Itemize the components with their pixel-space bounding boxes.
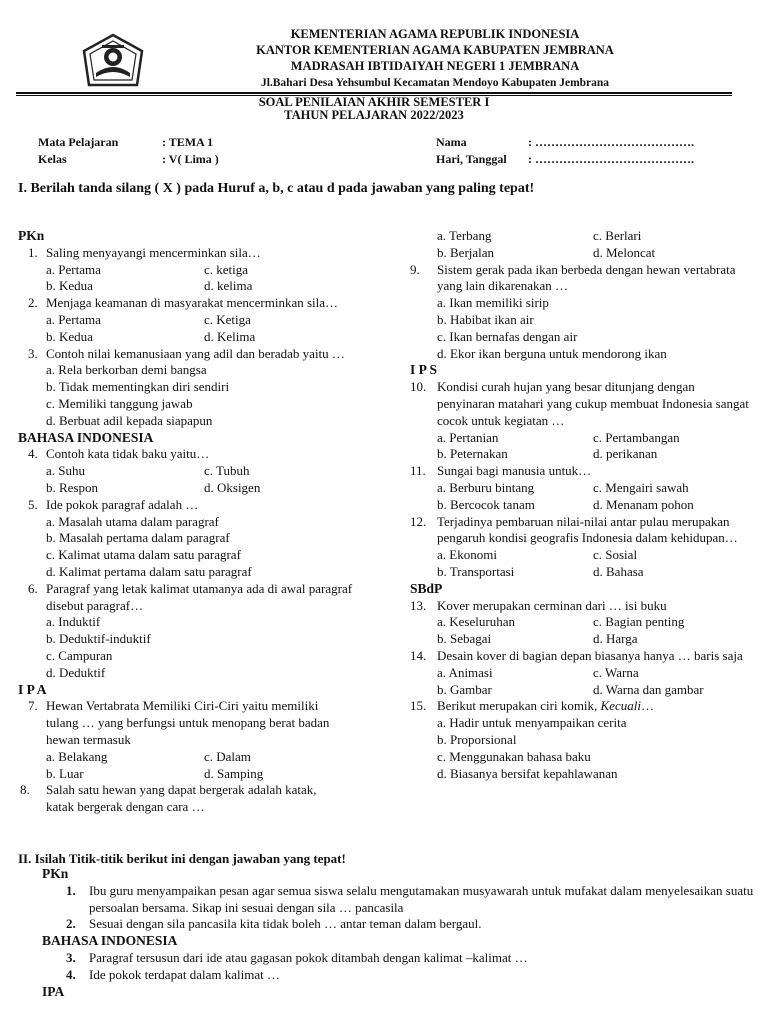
section1-instruction: I. Berilah tanda silang ( X ) pada Huruf a, b, c atau d pada jawaban yang paling tepat! bbox=[18, 181, 535, 196]
heading-pkn: PKn bbox=[18, 228, 45, 243]
option-9b: b. Habibat ikan air bbox=[437, 311, 534, 327]
question-13: 13. Kover merupakan cerminan dari … isi buku bbox=[410, 597, 667, 613]
option-9d: d. Ekor ikan berguna untuk mendorong ikan bbox=[437, 345, 667, 361]
option-3d: d. Berbuat adil kepada siapapun bbox=[46, 412, 213, 428]
class-value: : V( Lima ) bbox=[162, 152, 219, 166]
question-5: 5. Ide pokok paragraf adalah … bbox=[28, 496, 199, 512]
option-9a: a. Ikan memiliki sirip bbox=[437, 295, 549, 311]
options-14bd: b. Gambar d. Warna dan gambar bbox=[437, 681, 704, 697]
class-label: Kelas bbox=[38, 152, 67, 166]
fill-question-2: 2. Sesuai dengan sila pancasila kita tidak boleh … antar teman dalam bergaul. bbox=[66, 916, 482, 932]
question-12: 12. Terjadinya pembaruan nilai-nilai antar pulau merupakan pengaruh kondisi geografis Indonesia dalam kehidupan… bbox=[410, 513, 738, 546]
option-6a: a. Induktif bbox=[46, 614, 101, 630]
options-1bd: b. Kedua d. kelima bbox=[46, 278, 253, 294]
option-9c: c. Ikan bernafas dengan air bbox=[437, 328, 578, 344]
option-5a: a. Masalah utama dalam paragraf bbox=[46, 513, 219, 529]
question-1: 1. Saling menyayangi mencerminkan sila… bbox=[28, 244, 261, 260]
options-4bd: b. Respon d. Oksigen bbox=[46, 479, 261, 495]
question-2: 2. Menjaga keamanan di masyarakat mencerminkan sila… bbox=[28, 295, 339, 311]
option-15b: b. Proporsional bbox=[437, 731, 517, 747]
option-3b: b. Tidak mementingkan diri sendiri bbox=[46, 379, 230, 395]
option-6b: b. Deduktif-induktif bbox=[46, 631, 151, 647]
options-2bd: b. Kedua d. Kelima bbox=[46, 328, 256, 344]
option-6c: c. Campuran bbox=[46, 647, 113, 663]
question-6: 6. Paragraf yang letak kalimat utamanya ada di awal paragraf disebut paragraf… bbox=[28, 580, 353, 613]
section2-heading-ipa: IPA bbox=[42, 983, 65, 999]
question-4: 4. Contoh kata tidak baku yaitu… bbox=[28, 446, 210, 462]
left-column bbox=[18, 228, 388, 816]
question-3: 3. Contoh nilai kemanusiaan yang adil dan beradab yaitu … bbox=[28, 345, 345, 361]
heading-bahasa-indonesia: BAHASA INDONESIA bbox=[18, 429, 154, 445]
question-15: 15. Berikut merupakan ciri komik, Kecuali… bbox=[410, 698, 654, 714]
option-5b: b. Masalah pertama dalam paragraf bbox=[46, 530, 230, 546]
date-field: : …………………………………. bbox=[528, 152, 694, 166]
section2-heading-pkn: PKn bbox=[42, 866, 69, 881]
options-12bd: b. Transportasi d. Bahasa bbox=[437, 563, 644, 579]
options-13bd: b. Sebagai d. Harga bbox=[437, 631, 638, 647]
heading-sbdp: SBdP bbox=[410, 580, 443, 596]
option-3a: a. Rela berkorban demi bangsa bbox=[46, 362, 207, 378]
options-2ac: a. Pertama c. Ketiga bbox=[46, 311, 251, 327]
heading-ips: I P S bbox=[410, 362, 438, 378]
subject-value: : TEMA 1 bbox=[162, 135, 214, 149]
section2-instruction: II. Isilah Titik-titik berikut ini dengan jawaban yang tepat! bbox=[18, 851, 346, 866]
exam-title: SOAL PENILAIAN AKHIR SEMESTER I bbox=[258, 95, 490, 109]
question-8: 8. Salah satu hewan yang dapat bergerak adalah katak, katak bergerak dengan cara … bbox=[20, 782, 317, 815]
options-10ac: a. Pertanian c. Pertambangan bbox=[437, 429, 680, 445]
header-school: MADRASAH IBTIDAIYAH NEGERI 1 JEMBRANA bbox=[290, 59, 580, 73]
name-field: : …………………………………. bbox=[528, 135, 694, 149]
kemenag-logo-icon bbox=[80, 33, 146, 93]
fill-question-4: 4. Ide pokok terdapat dalam kalimat … bbox=[66, 966, 280, 982]
options-14ac: a. Animasi c. Warna bbox=[437, 664, 639, 680]
option-3c: c. Memiliki tanggung jawab bbox=[46, 395, 193, 411]
question-11: 11. Sungai bagi manusia untuk… bbox=[410, 463, 592, 479]
header-office: KANTOR KEMENTERIAN AGAMA KABUPATEN JEMBRANA bbox=[256, 43, 614, 57]
fill-question-3: 3. Paragraf tersusun dari ide atau gagasan pokok ditambah dengan kalimat –kalimat … bbox=[66, 949, 528, 965]
options-11ac: a. Berburu bintang c. Mengairi sawah bbox=[437, 479, 689, 495]
fill-question-1: 1. Ibu guru menyampaikan pesan agar semua siswa selalu mengutamakan musyawarah untuk mufakat dalam menyelesaikan suatu persoalan bersama. Sikap ini sesuai dengan sila … pancasila bbox=[66, 882, 754, 915]
section2-heading-bahasa-indonesia: BAHASA INDONESIA bbox=[42, 933, 178, 949]
date-label: Hari, Tanggal bbox=[436, 152, 507, 166]
options-8bd: b. Berjalan d. Meloncat bbox=[437, 244, 656, 260]
name-label: Nama bbox=[436, 135, 467, 149]
option-5c: c. Kalimat utama dalam satu paragraf bbox=[46, 547, 241, 563]
options-7bd: b. Luar d. Samping bbox=[46, 765, 264, 781]
option-15d: d. Biasanya bersifat kepahlawanan bbox=[437, 765, 618, 781]
options-10bd: b. Peternakan d. perikanan bbox=[437, 446, 658, 462]
subject-label: Mata Pelajaran bbox=[38, 135, 119, 149]
option-5d: d. Kalimat pertama dalam satu paragraf bbox=[46, 563, 252, 579]
header-address: Jl.Bahari Desa Yehsumbul Kecamatan Mendoyo Kabupaten Jembrana bbox=[260, 77, 610, 89]
question-14: 14. Desain kover di bagian depan biasanya hanya … baris saja bbox=[410, 647, 743, 663]
option-15a: a. Hadir untuk menyampaikan cerita bbox=[437, 715, 627, 731]
question-10: 10. Kondisi curah hujan yang besar ditunjang dengan penyinaran matahari yang cukup membuat Indonesia sangat cocok untuk kegiatan … bbox=[410, 379, 749, 428]
options-1ac: a. Pertama c. ketiga bbox=[46, 261, 249, 277]
header-ministry: KEMENTERIAN AGAMA REPUBLIK INDONESIA bbox=[290, 27, 580, 41]
options-11bd: b. Bercocok tanam d. Menanam pohon bbox=[437, 496, 694, 512]
options-7ac: a. Belakang c. Dalam bbox=[46, 748, 251, 764]
exam-year: TAHUN PELAJARAN 2022/2023 bbox=[284, 108, 464, 122]
options-13ac: a. Keseluruhan c. Bagian penting bbox=[437, 614, 685, 630]
options-4ac: a. Suhu c. Tubuh bbox=[46, 463, 250, 479]
options-12ac: a. Ekonomi c. Sosial bbox=[437, 547, 638, 563]
question-9: 9. Sistem gerak pada ikan berbeda dengan hewan vertabrata yang lain dikarenakan … bbox=[410, 261, 736, 294]
option-6d: d. Deduktif bbox=[46, 664, 106, 680]
option-15c: c. Menggunakan bahasa baku bbox=[437, 748, 591, 764]
right-column bbox=[410, 228, 750, 782]
question-7: 7. Hewan Vertabrata Memiliki Ciri-Ciri yaitu memiliki tulang … yang berfungsi untuk menopang berat badan hewan termasuk bbox=[28, 698, 330, 747]
options-8ac: a. Terbang c. Berlari bbox=[437, 228, 642, 243]
section2-body bbox=[42, 866, 762, 1000]
heading-ipa: I P A bbox=[18, 681, 47, 697]
